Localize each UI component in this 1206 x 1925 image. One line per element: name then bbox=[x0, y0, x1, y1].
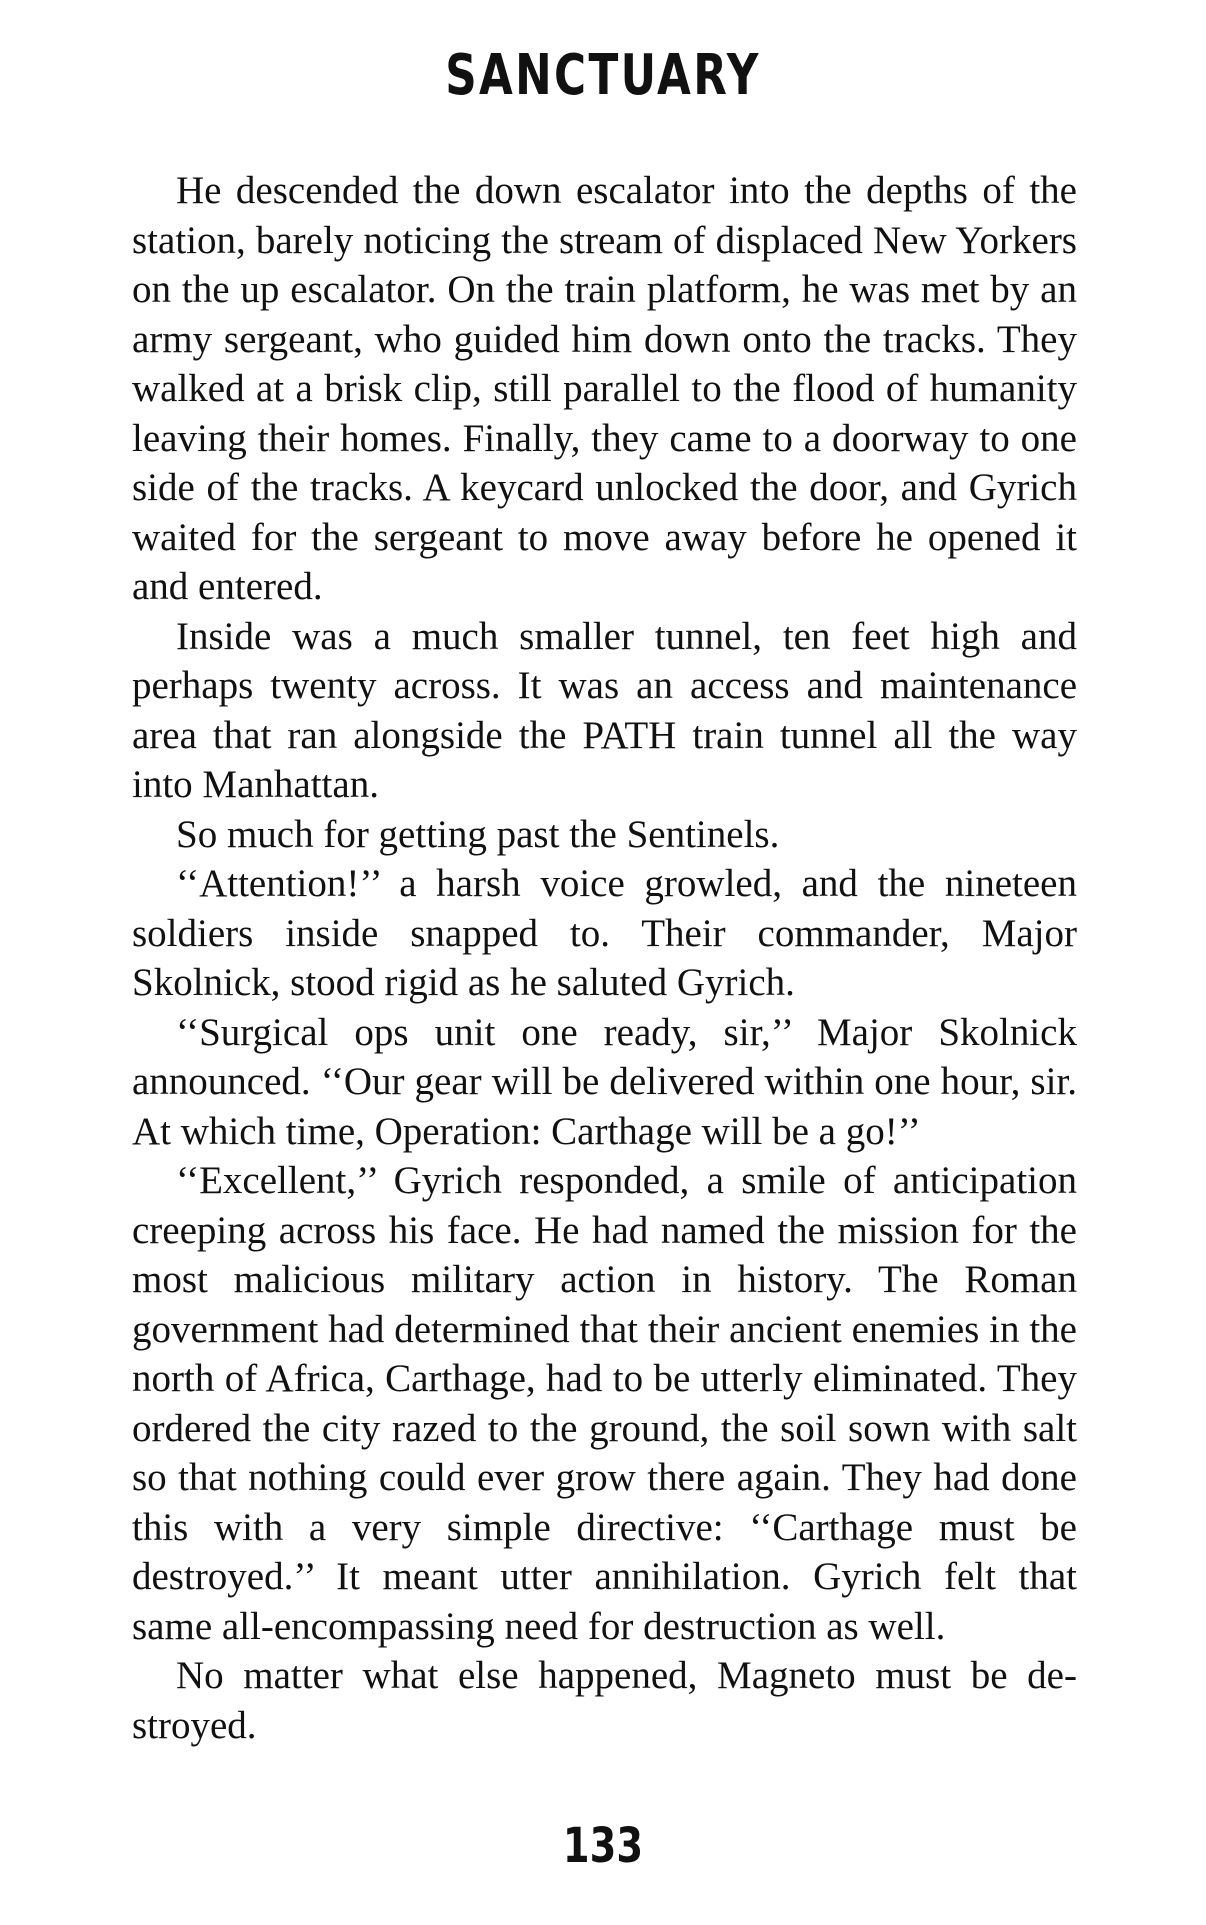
paragraph: ‘‘Excellent,’’ Gyrich responded, a smile of anticipation creeping across his face. He had named the mission for the most malicious military action in history. The Roman government had determined that their ancient enemies in the north of Africa, Carthage, had to be utterly eliminated. They ordered the city razed to the ground, the soil sown with salt so that nothing could ever grow there again. They had done this with a very simple directive: ‘‘Carthage must be destroyed.’’ It meant utter annihilation. Gyrich felt that same all-encompassing need for destruction as well. bbox=[132, 1159, 1077, 1648]
running-head: SANCTUARY bbox=[445, 43, 761, 108]
paragraph: No matter what else happened, Magneto must be destroyed. bbox=[132, 1654, 1077, 1747]
page-number: 133 bbox=[562, 1818, 644, 1874]
paragraph: ‘‘Attention!’’ a harsh voice growled, and the nineteen soldiers inside snapped to. Their commander, Major Skolnick, stood rigid as he saluted Gyrich. bbox=[132, 862, 1077, 1004]
paragraph: He descended the down escalator into the depths of the station, barely noticing the stream of displaced New Yorkers on the up escalator. On the train platform, he was met by an army sergeant, who guided him down onto the tracks. They walked at a brisk clip, still parallel to the flood of humanity leaving their homes. Finally, they came to a doorway to one side of the tracks. A keycard unlocked the door, and Gyrich waited for the sergeant to move away before he opened it and entered. bbox=[132, 169, 1077, 608]
paragraph: So much for getting past the Sentinels. bbox=[176, 812, 780, 856]
paragraph: ‘‘Surgical ops unit one ready, sir,’’ Major Skolnick announced. ‘‘Our gear will be delivered within one hour, sir. At which time, Operation: Carthage will be a go!’’ bbox=[132, 1010, 1077, 1153]
paragraph: Inside was a much smaller tunnel, ten feet high and perhaps twenty across. It was an access and maintenance area that ran alongside the PATH train tunnel all the way into Manhattan. bbox=[132, 614, 1077, 806]
body-text bbox=[132, 166, 1077, 1750]
